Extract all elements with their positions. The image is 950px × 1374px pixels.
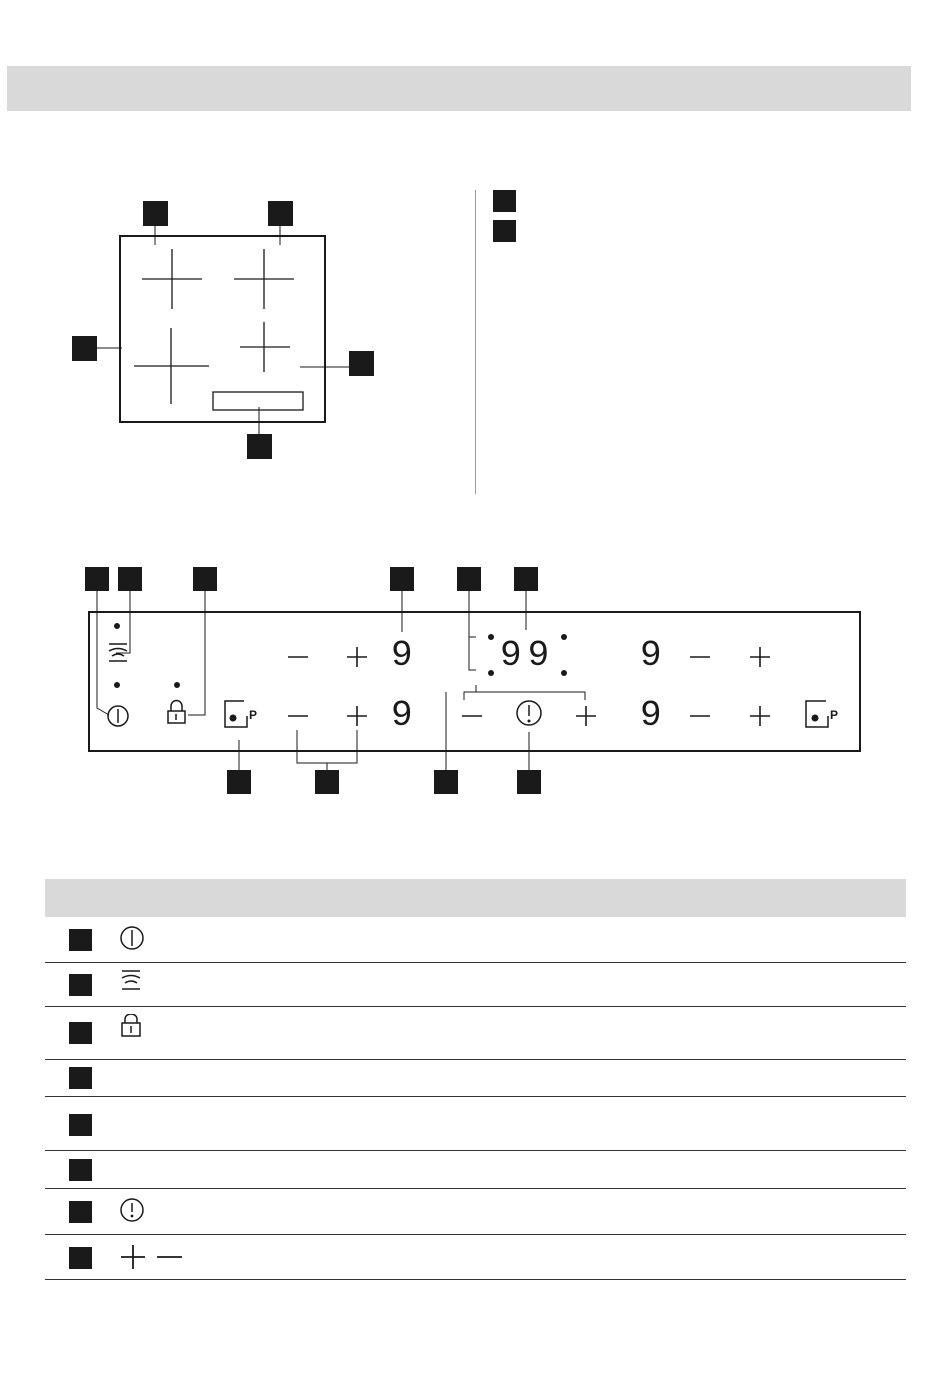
zone-display-left-top: 9 [391,635,413,676]
table-row-marker [69,1159,92,1181]
table-row-marker [69,1201,92,1223]
table-row-marker [69,1247,92,1269]
zone-display-right-top: 9 [640,635,662,676]
row-divider [45,1006,906,1007]
table-row-marker [69,1022,92,1044]
table-row-marker [69,1067,92,1089]
table-row-marker [69,974,92,996]
table-row-marker [69,929,92,951]
row-divider [45,1234,906,1235]
row-divider [45,1096,906,1097]
section-header-bar [7,66,911,111]
table-row-marker [69,1114,92,1136]
timer-icon [119,1197,147,1225]
control-panel-diagram [40,560,920,800]
legend-marker-1 [493,190,516,212]
pause-label-left: P [249,708,258,722]
table-header [45,879,906,917]
row-divider [45,962,906,963]
lock-icon [120,1014,146,1042]
row-divider [45,1188,906,1189]
row-divider [45,1059,906,1060]
cooking-surface-diagram [60,195,380,465]
row-divider [45,1279,906,1280]
column-divider [475,190,476,494]
hob-hood-icon [119,969,145,995]
timer-display: 99 [500,635,556,676]
row-divider [45,1150,906,1151]
plus-minus-icon [119,1243,189,1271]
legend-marker-2 [493,220,516,242]
zone-display-right-bottom: 9 [640,695,662,736]
zone-display-left-bottom: 9 [391,695,413,736]
pause-label-right: P [830,708,839,722]
power-icon [119,925,147,953]
